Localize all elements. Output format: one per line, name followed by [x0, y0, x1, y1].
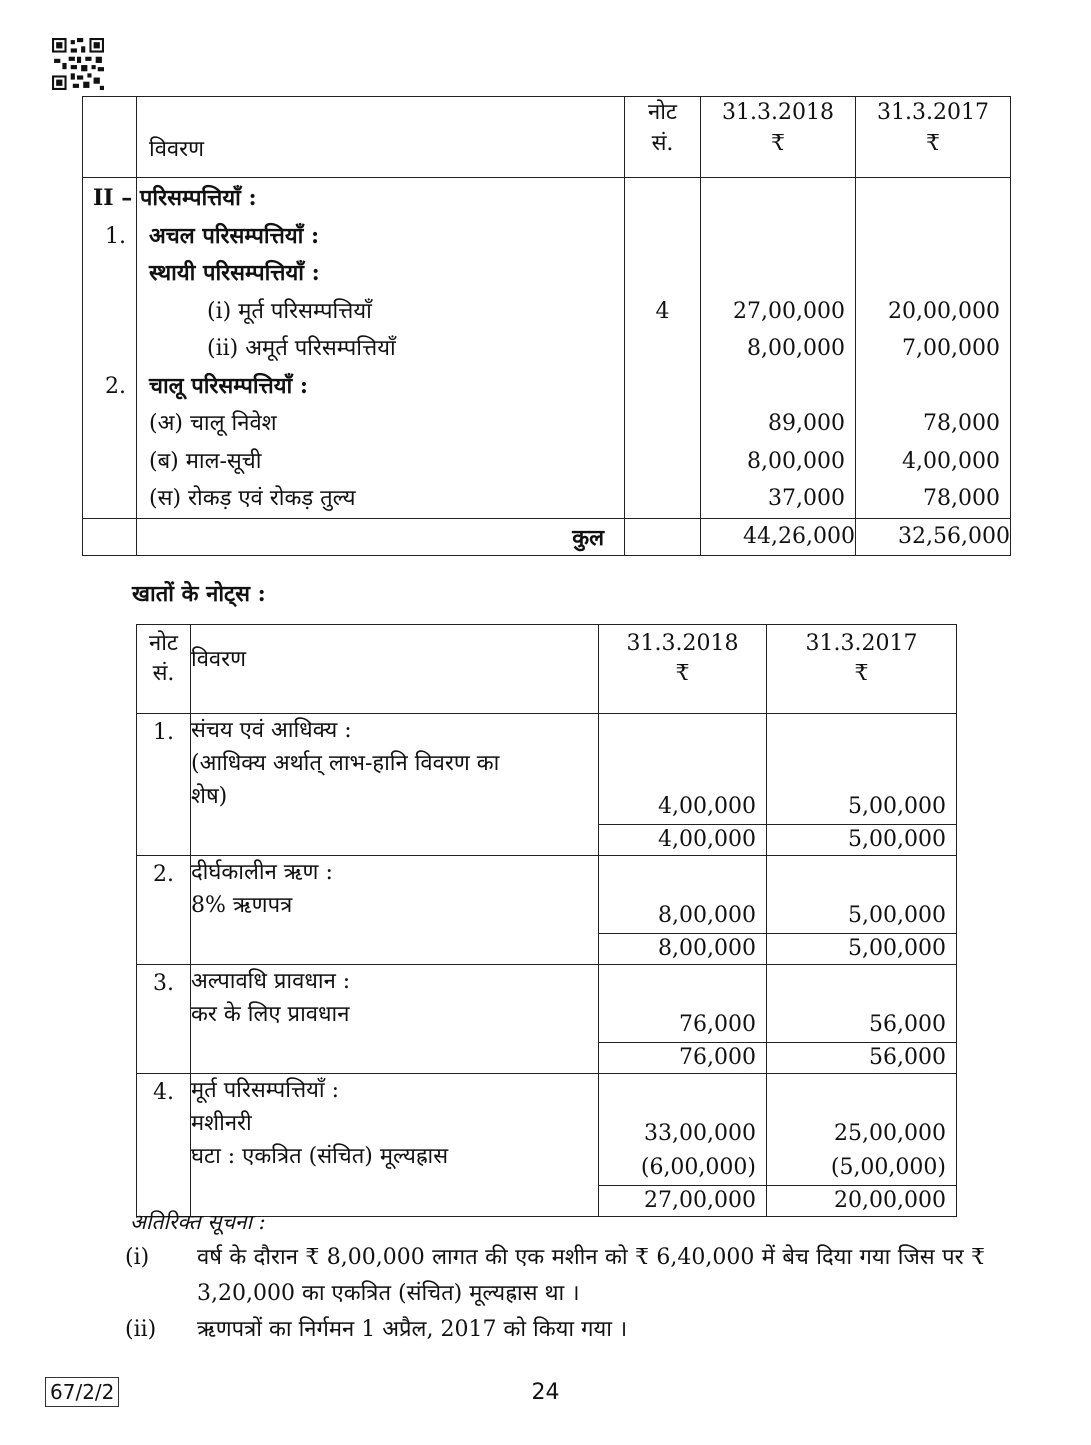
total-num-cell: [83, 518, 137, 555]
year-2018-column: [701, 178, 856, 519]
header-particulars-cell: [137, 97, 625, 178]
note-amount-2017: 56,000: [869, 1012, 946, 1037]
notes-header-2017-cell: [767, 625, 957, 714]
additional-info-marker: (i): [125, 1245, 150, 1270]
balance-sheet-body: [83, 178, 1011, 519]
note-line: दीर्घकालीन ऋण :: [191, 860, 333, 885]
row-label: II – परिसम्पत्तियाँ :: [93, 185, 257, 211]
note-number: 2.: [137, 856, 191, 965]
note-amount-2017: 25,00,000: [834, 1121, 946, 1146]
note-amount-cell-2017: [767, 1074, 957, 1217]
notes-header-currency-2018: ₹: [675, 661, 690, 686]
row-number: [83, 405, 136, 443]
row-note: [625, 255, 700, 293]
note-column: [625, 178, 701, 519]
notes-header-note-cell: [137, 625, 191, 714]
header-year-2018: 31.3.2018: [722, 100, 834, 125]
note-amount-2018: 8,00,000: [658, 903, 756, 928]
note-description: [191, 856, 599, 965]
header-note-cell: [625, 97, 701, 178]
additional-info-text: ऋणपत्रों का निर्गमन 1 अप्रैल, 2017 को किया गया ।: [197, 1317, 628, 1342]
row-value-2017: 78,000: [923, 411, 1000, 436]
row-value-2018: 8,00,000: [747, 448, 845, 474]
note-line: मशीनरी: [191, 1111, 252, 1136]
additional-info-marker: (ii): [125, 1317, 157, 1342]
note-amount-cell-2018: [599, 965, 767, 1074]
page-number: 24: [531, 1380, 560, 1405]
note-amount-2017: 5,00,000: [848, 903, 946, 928]
additional-info-text: वर्ष के दौरान ₹ 8,00,000 लागत की एक मशीन को ₹ 6,40,000 में बेच दिया गया जिस पर ₹ 3,20,000 का एकत्रित (संचित) मूल्यह्रास था ।: [197, 1245, 985, 1306]
note-description: [191, 714, 599, 856]
row-label: (i) मूर्त परिसम्पत्तियाँ: [207, 298, 372, 324]
header-particulars: विवरण: [149, 137, 205, 162]
note-number: 3.: [137, 965, 191, 1074]
balance-sheet-table: [82, 96, 1011, 556]
row-value-2017: [856, 255, 1010, 293]
row-value-2017: [856, 218, 1010, 256]
row-value-2018: [701, 180, 855, 218]
row-value-2017: 20,00,000: [888, 298, 1000, 324]
row-value-2018: [701, 368, 855, 406]
note-amount-cell-2017: [767, 965, 957, 1074]
note-subtotal-2018: 4,00,000: [599, 824, 766, 855]
notes-header-year-2018: 31.3.2018: [626, 631, 739, 656]
note-amount-cell-2017: [767, 856, 957, 965]
note-amount-2017: (5,00,000): [830, 1155, 946, 1180]
row-number: 1.: [105, 223, 126, 249]
additional-info-item: [125, 1312, 985, 1348]
row-note: [625, 330, 700, 368]
note-number: 1.: [137, 714, 191, 856]
note-subtotal-2018: 76,000: [599, 1042, 766, 1073]
qr-code-icon: [52, 38, 104, 90]
note-subtotal-2017: 56,000: [767, 1042, 956, 1073]
row-label: (ब) माल-सूची: [149, 448, 262, 474]
note-amount-2018: 76,000: [679, 1012, 756, 1037]
row-note: [625, 218, 700, 256]
row-note: [625, 180, 700, 218]
row-value-2018: [701, 255, 855, 293]
note-row: [137, 714, 957, 856]
note-line: शेष): [191, 784, 228, 809]
note-amount-cell-2018: [599, 1074, 767, 1217]
note-description: [191, 1074, 599, 1217]
row-number: 2.: [105, 373, 126, 399]
header-currency-2018: ₹: [771, 131, 785, 156]
note-line: घटा : एकत्रित (संचित) मूल्यह्रास: [191, 1144, 449, 1169]
row-note: 4: [655, 298, 670, 324]
notes-header-note-line2: सं.: [152, 661, 175, 686]
note-subtotal-2017: 5,00,000: [767, 933, 956, 964]
note-row: [137, 1074, 957, 1217]
header-note-line1: नोट: [648, 100, 677, 125]
row-number: [83, 443, 136, 481]
total-label: कुल: [137, 518, 625, 555]
additional-info-item: [125, 1240, 985, 1312]
row-label: अचल परिसम्पत्तियाँ :: [149, 222, 320, 249]
note-amount-cell-2018: [599, 856, 767, 965]
row-label: स्थायी परिसम्पत्तियाँ :: [149, 260, 320, 286]
header-currency-2017: ₹: [926, 131, 940, 156]
row-value-2017: [856, 368, 1010, 406]
row-value-2018: [701, 218, 855, 256]
row-label: (अ) चालू निवेश: [149, 411, 277, 436]
note-line: 8% ऋणपत्र: [191, 893, 293, 918]
header-note-line2: सं.: [651, 131, 674, 156]
row-note: [625, 443, 700, 481]
row-note: [625, 480, 700, 518]
row-note: [625, 405, 700, 443]
notes-header-2018-cell: [599, 625, 767, 714]
note-line: अल्पावधि प्रावधान :: [191, 969, 351, 994]
paper-code: 67/2/2: [45, 1377, 119, 1407]
header-year-2017: 31.3.2017: [877, 100, 989, 125]
note-subtotal-2017: 20,00,000: [767, 1185, 956, 1216]
notes-header: [137, 625, 957, 714]
note-amount-2018: 4,00,000: [658, 794, 756, 819]
row-value-2018: 37,000: [768, 486, 845, 511]
row-note: [625, 368, 700, 406]
note-line: संचय एवं आधिक्य :: [191, 718, 352, 743]
header-2018-cell: [701, 97, 856, 178]
note-subtotal-2018: 27,00,000: [599, 1185, 766, 1216]
year-2017-column: [856, 178, 1011, 519]
note-row: [137, 856, 957, 965]
row-value-2017: 78,000: [923, 486, 1000, 511]
additional-info-title: अतिरिक्त सूचना :: [130, 1210, 266, 1234]
note-amount-2017: 5,00,000: [848, 794, 946, 819]
note-amount-cell-2017: [767, 714, 957, 856]
particulars-column: [93, 178, 625, 519]
header-2017-cell: [856, 97, 1011, 178]
notes-header-currency-2017: ₹: [854, 661, 869, 686]
notes-header-year-2017: 31.3.2017: [805, 631, 918, 656]
note-subtotal-2017: 5,00,000: [767, 824, 956, 855]
row-number: [83, 255, 136, 293]
total-note-cell: [625, 518, 701, 555]
header-num-cell: [83, 97, 137, 178]
balance-sheet-total-row: [83, 518, 1011, 555]
note-line: मूर्त परिसम्पत्तियाँ :: [191, 1078, 340, 1103]
row-value-2018: 27,00,000: [733, 298, 845, 324]
row-label: (ii) अमूर्त परिसम्पत्तियाँ: [207, 336, 396, 361]
note-amount-2018: (6,00,000): [640, 1155, 756, 1180]
notes-title: खातों के नोट्स :: [132, 581, 266, 607]
row-value-2018: 8,00,000: [747, 336, 845, 361]
notes-body: [137, 714, 957, 1217]
row-number: [83, 293, 136, 331]
notes-header-note-line1: नोट: [149, 631, 178, 656]
row-label: चालू परिसम्पत्तियाँ :: [149, 372, 308, 399]
row-number: [83, 480, 136, 518]
note-subtotal-2018: 8,00,000: [599, 933, 766, 964]
note-amount-2018: 33,00,000: [644, 1121, 756, 1146]
note-line: कर के लिए प्रावधान: [191, 1002, 350, 1027]
row-value-2017: [856, 180, 1010, 218]
row-value-2017: 7,00,000: [902, 336, 1000, 361]
row-label: (स) रोकड़ एवं रोकड़ तुल्य: [149, 486, 356, 511]
note-description: [191, 965, 599, 1074]
notes-header-particulars: विवरण: [191, 625, 599, 714]
note-row: [137, 965, 957, 1074]
note-number: 4.: [137, 1074, 191, 1217]
balance-sheet-header: [83, 97, 1011, 178]
total-2017: 32,56,000: [856, 518, 1011, 555]
note-amount-cell-2018: [599, 714, 767, 856]
row-value-2017: 4,00,000: [902, 448, 1000, 474]
note-line: (आधिक्य अर्थात् लाभ-हानि विवरण का: [191, 751, 500, 776]
row-number: [83, 330, 136, 368]
row-number-column: [83, 178, 137, 519]
notes-table: [136, 624, 957, 1217]
total-2018: 44,26,000: [701, 518, 856, 555]
row-value-2018: 89,000: [768, 411, 845, 436]
